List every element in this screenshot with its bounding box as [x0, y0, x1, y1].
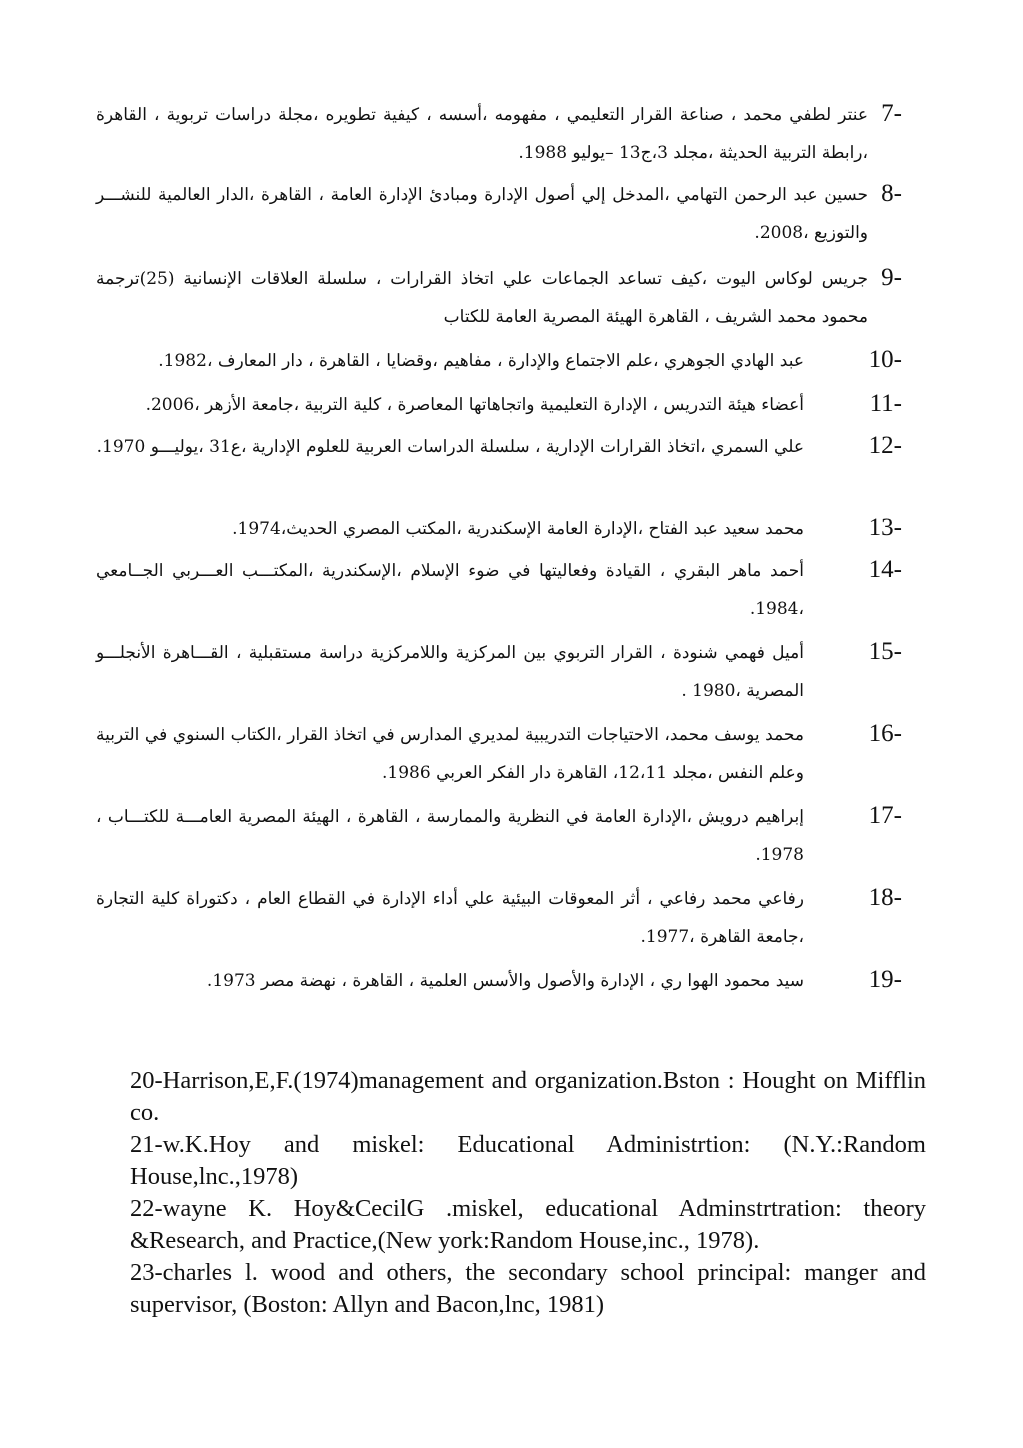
reference-item-10 [96, 342, 902, 380]
reference-item-23: 23-charles l. wood and others, the secondary school principal: manger and supervisor, (Boston: Allyn and Bacon,lnc, 1981) [130, 1259, 926, 1318]
english-reference-list [130, 1065, 926, 1321]
reference-number: 18- [868, 884, 902, 911]
reference-item-20: 20-Harrison,E,F.(1974)management and organization.Bston : Hought on Mifflin co. [130, 1067, 926, 1126]
reference-item-17 [96, 798, 902, 874]
reference-number: 9- [881, 264, 902, 291]
reference-text: علي السمري ،اتخاذ القرارات الإدارية ، سلسلة الدراسات العربية للعلوم الإدارية ،ع31 ،يوليـــو 1970. [96, 437, 804, 457]
reference-text: أحمد ماهر البقري ، القيادة وفعاليتها في ضوء الإسلام ،الإسكندرية ،المكتـــب العـــربي الجــامعي ،1984. [96, 561, 804, 619]
reference-text: أميل فهمي شنودة ، القرار التربوي بين المركزية واللامركزية دراسة مستقبلية ، القـــاهرة الأنجلـــو المصرية ،1980 . [96, 643, 804, 701]
reference-item-16 [96, 716, 902, 792]
reference-number: 10- [868, 346, 902, 373]
reference-text: عنتر لطفي محمد ، صناعة القرار التعليمي ، مفهومه ،أسسه ، كيفية تطويره ،مجلة دراسات تربوية ، القاهرة ،رابطة التربية الحديثة ،مجلد 3،ج13 –يوليو 1988. [96, 105, 868, 163]
reference-text: سيد محمود الهوا ري ، الإدارة والأصول والأسس العلمية ، القاهرة ، نهضة مصر 1973. [206, 971, 804, 991]
reference-number: 15- [868, 638, 902, 665]
reference-item-21: 21-w.K.Hoy and miskel: Educational Administrtion: (N.Y.:Random House,lnc.,1978) [130, 1131, 926, 1190]
reference-item-18 [96, 880, 902, 956]
reference-item-9 [96, 260, 902, 336]
reference-item-11 [96, 386, 902, 424]
reference-item-22: 22-wayne K. Hoy&CecilG .miskel, educational Adminstrtration: theory &Research, and Practice,(New york:Random House,inc., 1978). [130, 1195, 926, 1254]
reference-item-15 [96, 634, 902, 710]
reference-text: أعضاء هيئة التدريس ، الإدارة التعليمية واتجاهاتها المعاصرة ، كلية التربية ،جامعة الأزهر ،2006. [145, 395, 804, 415]
reference-number: 13- [868, 514, 902, 541]
reference-text: إبراهيم درويش ،الإدارة العامة في النظرية والممارسة ، القاهرة ، الهيئة المصرية العامـــة للكتـــاب ، 1978. [96, 807, 804, 865]
reference-number: 8- [881, 180, 902, 207]
reference-text: محمد سعيد عبد الفتاح ،الإدارة العامة الإسكندرية ،المكتب المصري الحديث،1974. [232, 519, 804, 539]
reference-text: حسين عبد الرحمن التهامي ،المدخل إلي أصول الإدارة ومبادئ الإدارة العامة ، القاهرة ،الدار العالمية للنشـــر والتوزيع ،2008. [96, 185, 868, 243]
reference-text: عبد الهادي الجوهري ،علم الاجتماع والإدارة ، مفاهيم ،وقضايا ، القاهرة ، دار المعارف ،1982. [158, 351, 804, 371]
reference-number: 11- [869, 390, 902, 417]
reference-number: 17- [868, 802, 902, 829]
reference-text: محمد يوسف محمد، الاحتياجات التدريبية لمديري المدارس في اتخاذ القرار ،الكتاب السنوي في التربية وعلم النفس ،مجلد 12،11، القاهرة دار الفكر العربي 1986. [96, 725, 804, 783]
reference-number: 14- [868, 556, 902, 583]
reference-item-7 [96, 96, 902, 172]
reference-item-8 [96, 176, 902, 252]
reference-item-19 [96, 962, 902, 1000]
reference-item-13 [96, 510, 902, 548]
reference-number: 7- [881, 100, 902, 127]
reference-number: 12- [868, 432, 902, 459]
reference-item-14 [96, 552, 902, 628]
reference-text: جريس لوكاس اليوت ،كيف تساعد الجماعات علي اتخاذ القرارات ، سلسلة العلاقات الإنسانية (25)ترجمة محمود محمد الشريف ، القاهرة الهيئة المصرية العامة للكتاب [96, 269, 868, 327]
reference-number: 16- [868, 720, 902, 747]
reference-item-12 [96, 428, 902, 466]
reference-number: 19- [868, 966, 902, 993]
reference-text: رفاعي محمد رفاعي ، أثر المعوقات البيئية علي أداء الإدارة في القطاع العام ، دكتوراة كلية التجارة ،جامعة القاهرة ،1977. [96, 889, 804, 947]
